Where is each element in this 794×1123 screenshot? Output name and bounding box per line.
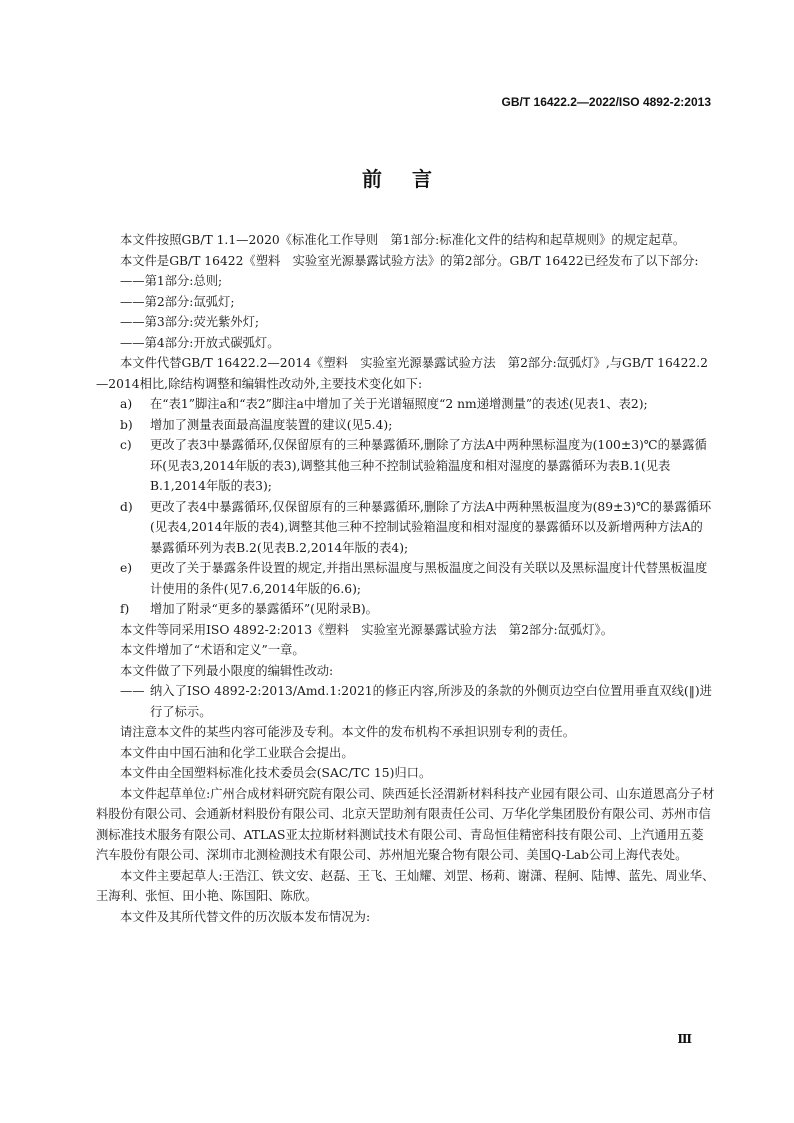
page-number: Ⅲ (677, 1032, 692, 1046)
foreword-body (96, 230, 715, 927)
paragraph-added-chapter: 本文件增加了“术语和定义”一章。 (120, 643, 305, 657)
change-list-item (96, 435, 715, 497)
part-list-item: ——第4部分:开放式碳弧灯。 (120, 335, 280, 350)
change-list-item (96, 497, 715, 559)
change-list-item (96, 415, 715, 436)
editorial-list-item (96, 681, 715, 722)
part-list-item: ——第2部分:氙弧灯; (120, 294, 235, 309)
list-text: 增加了测量表面最高温度装置的建议(见5.4); (150, 417, 393, 432)
list-marker: b) (120, 417, 133, 432)
list-text: 在“表1”脚注a和“表2”脚注a中增加了关于光谱辐照度“2 nm递增测量”的表述(见表1、表2); (150, 397, 648, 411)
change-list-item (96, 394, 715, 415)
list-marker: e) (120, 561, 133, 575)
part-list-item: ——第3部分:荧光紫外灯; (120, 315, 260, 329)
paragraph-replacement: 本文件代替GB/T 16422.2—2014《塑料 实验室光源暴露试验方法 第2部分:氙弧灯》,与GB/T 16422.2—2014相比,除结构调整和编辑性改动外,主要技术变化如下: (96, 356, 709, 391)
standard-number: GB/T 16422.2—2022/ISO 4892-2:2013 (501, 95, 711, 109)
list-text: 增加了附录“更多的暴露循环”(见附录B)。 (150, 602, 378, 616)
paragraph-drafting-units: 本文件起草单位:广州合成材料研究院有限公司、陕西延长泾渭新材料科技产业园有限公司、山东道恩高分子材料股份有限公司、会通新材料股份有限公司、北京天罡助剂有限责任公司、万华化学集团股份有限公司、苏州市信测标准技术服务有限公司、ATLAS亚太拉斯材料测试技术有限公司、青岛恒佳精密科技有限公司、上汽通用五菱汽车股份有限公司、深圳市北测检测技术有限公司、苏州旭光聚合物有限公司、美国Q-Lab公司上海代表处。 (96, 786, 715, 862)
list-text: 更改了表4中暴露循环,仅保留原有的三种暴露循环,删除了方法A中两种黑板温度为(89±3)℃的暴露循环(见表4,2014年版的表4),调整其他三种不控制试验箱温度和相对湿度的暴露循环以及新增两种方法A的暴露循环列为表B.2(见表B.2,2014年版的表4); (150, 499, 712, 555)
page-title: 前言 (362, 167, 462, 191)
paragraph-drafting-rules: 本文件按照GB/T 1.1—2020《标准化工作导则 第1部分:标准化文件的结构和起草规则》的规定起草。 (120, 233, 686, 247)
list-text: 更改了关于暴露条件设置的规定,并指出黑标温度与黑板温度之间没有关联以及黑标温度计代替黑板温度计使用的条件(见7.6,2014年版的6.6); (150, 561, 708, 596)
paragraph-series-info: 本文件是GB/T 16422《塑料 实验室光源暴露试验方法》的第2部分。GB/T 16422已经发布了以下部分: (120, 253, 699, 268)
list-marker: f) (120, 602, 130, 616)
change-list-item (96, 558, 715, 599)
paragraph-patent-notice: 请注意本文件的某些内容可能涉及专利。本文件的发布机构不承担识别专利的责任。 (120, 725, 575, 739)
list-marker: c) (120, 438, 132, 452)
list-marker: d) (120, 499, 133, 514)
paragraph-identical-adoption: 本文件等同采用ISO 4892-2:2013《塑料 实验室光源暴露试验方法 第2部分:氙弧灯》。 (120, 622, 614, 637)
part-list-item: ——第1部分:总则; (120, 274, 223, 288)
paragraph-committee: 本文件由全国塑料标准化技术委员会(SAC/TC 15)归口。 (120, 766, 432, 780)
list-marker: a) (120, 397, 133, 411)
paragraph-drafters: 本文件主要起草人:王浩江、铁文安、赵磊、王飞、王灿耀、刘罡、杨莉、谢潇、程舸、陆博、蓝先、周业华、王海利、张恒、田小艳、陈国阳、陈欣。 (96, 868, 715, 903)
paragraph-version-history: 本文件及其所代替文件的历次版本发布情况为: (120, 909, 371, 924)
list-marker: —— (120, 684, 145, 698)
change-list-item (96, 599, 715, 620)
list-text: 更改了表3中暴露循环,仅保留原有的三种暴露循环,删除了方法A中两种黑标温度为(100±3)℃的暴露循环(见表3,2014年版的表3),调整其他三种不控制试验箱温度和相对湿度的暴露循环为表B.1(见表B.1,2014年版的表3); (150, 438, 707, 493)
paragraph-proposer: 本文件由中国石油和化学工业联合会提出。 (120, 745, 354, 760)
list-text: 纳入了ISO 4892-2:2013/Amd.1:2021的修正内容,所涉及的条款的外侧页边空白位置用垂直双线(‖)进行了标示。 (150, 684, 712, 719)
paragraph-editorial-changes: 本文件做了下列最小限度的编辑性改动: (120, 663, 334, 678)
